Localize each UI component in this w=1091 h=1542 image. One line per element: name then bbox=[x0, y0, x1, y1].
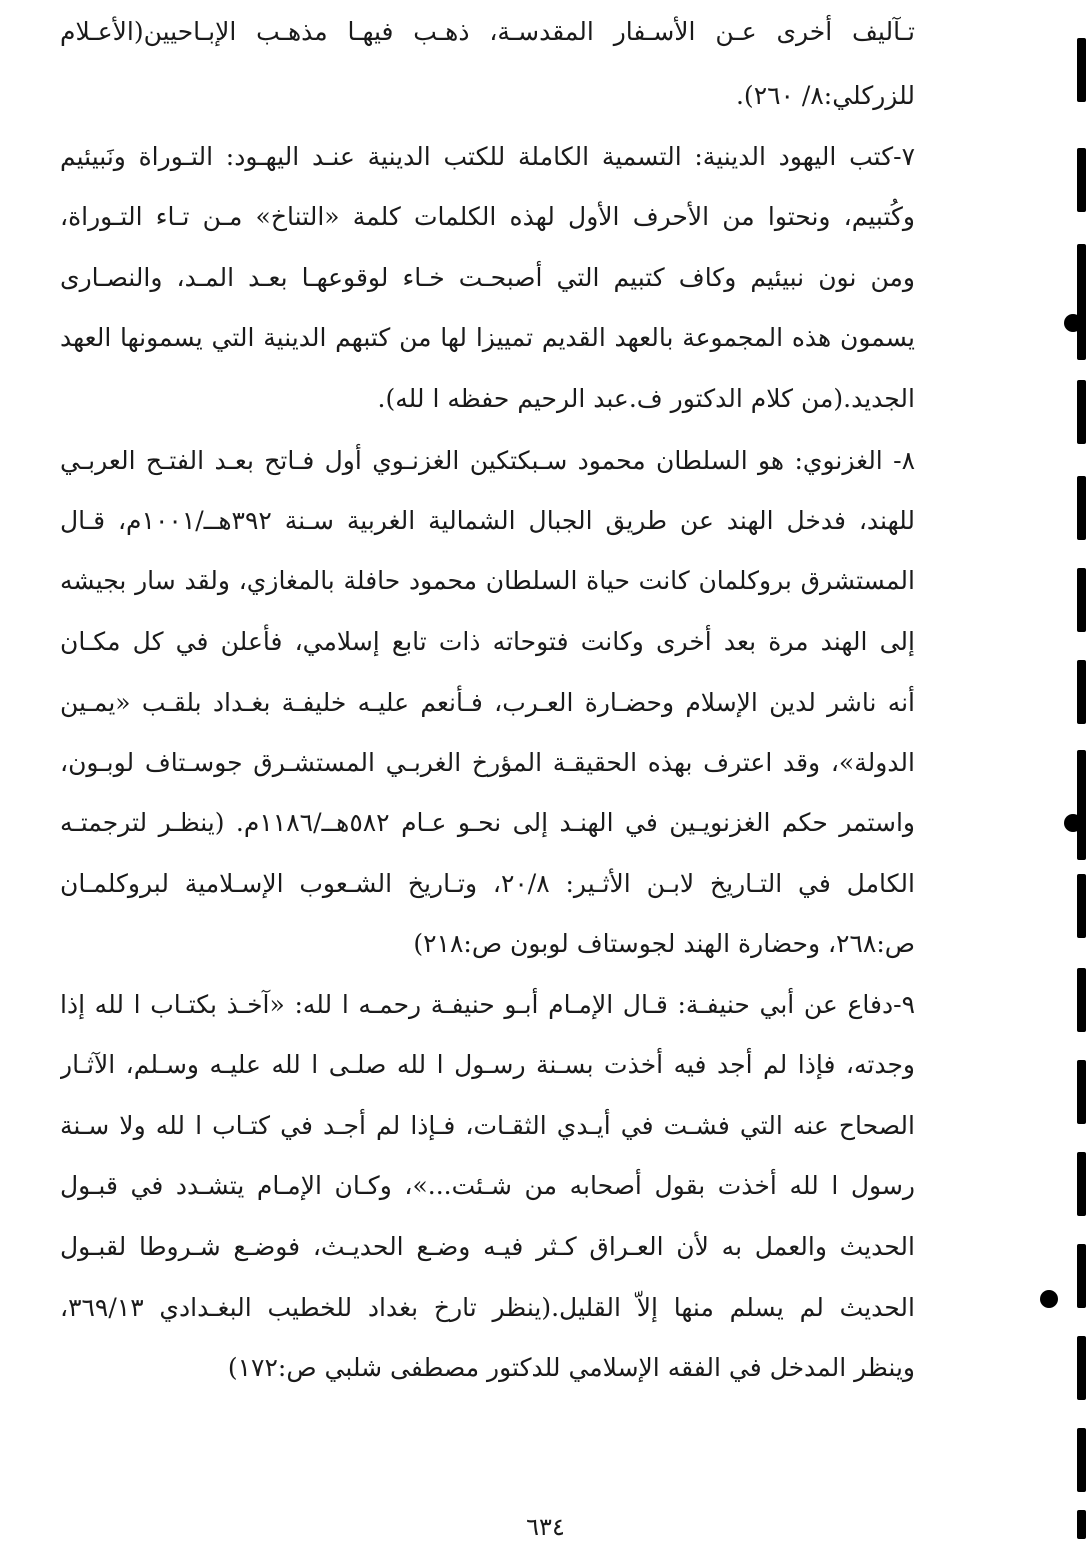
binder-mark bbox=[1077, 244, 1086, 308]
text-line: إلى الهند مرة بعد أخرى وكانت فتوحاته ذات تابع إسلامي، فأعلن في كل مكـان bbox=[60, 627, 915, 656]
binder-mark bbox=[1077, 1152, 1086, 1216]
text-line: يسمون هذه المجموعة بالعهد القديم تمييزا لها من كتبهم الدينية التي يسمونها العهد bbox=[60, 323, 915, 352]
text-line: الحديث والعمل به لأن العـراق كـثر فيـه وضـع الحديـث، فوضـع شـروطا لقبـول bbox=[60, 1232, 915, 1261]
text-line: ٩-دفاع عن أبي حنيفـة: قـال الإمـام أبـو حنيفـة رحمـه ا لله: «آخـذ بكتـاب ا لله إذا bbox=[60, 990, 915, 1019]
text-line: المستشرق بروكلمان كانت حياة السلطان محمود حافلة بالمغازي، ولقد سار بجيشه bbox=[60, 566, 915, 595]
text-line: الجديد.(من كلام الدكتور ف.عبد الرحيم حفظه ا لله). bbox=[377, 384, 915, 413]
text-line: الكامل في التـاريخ لابـن الأثـير: ٢٠/٨، وتـاريخ الشـعوب الإسـلامية لبروكلمـان bbox=[60, 869, 915, 898]
text-line: رسول ا لله أخذت بقول أصحابه من شـئت...»، وكـان الإمـام يتشـدد في قبـول bbox=[60, 1171, 915, 1200]
text-line: وينظر المدخل في الفقه الإسلامي للدكتور مصطفى شلبي ص:١٧٢) bbox=[227, 1353, 915, 1382]
binder-mark bbox=[1077, 1336, 1086, 1400]
text-line: الحديث لم يسلم منها إلاّ القليل.(ينظر تارخ بغداد للخطيب البغـدادي ٣٦٩/١٣، bbox=[60, 1293, 915, 1322]
binder-mark bbox=[1077, 380, 1086, 444]
page-number: ٦٣٤ bbox=[526, 1513, 565, 1541]
binder-hole-dot bbox=[1064, 314, 1082, 332]
binder-mark bbox=[1077, 968, 1086, 1032]
binder-mark bbox=[1077, 660, 1086, 724]
text-line: الصحاح عنه التي فشـت في أيـدي الثقـات، فـإذا لم أجـد في كتـاب ا لله ولا سـنة bbox=[60, 1111, 915, 1140]
text-line: أنه ناشر لدين الإسلام وحضـارة العـرب، فـأنعم عليـه خليفـة بغـداد بلقـب «يمـين bbox=[60, 688, 915, 717]
text-line: ومن نون نبيئيم وكاف كتبيم التي أصبحـت خـاء لوقوعهـا بعـد المـد، والنصـارى bbox=[60, 263, 915, 292]
binder-mark bbox=[1077, 1244, 1086, 1308]
text-line: واستمر حكم الغزنويـين في الهنـد إلى نحـو عـام ٥٨٢هــ/١١٨٦م. (ينظـر لترجمتـه bbox=[60, 808, 915, 837]
text-line: وكُتبيم، ونحتوا من الأحرف الأول لهذه الكلمات كلمة «التناخ» مـن تـاء التـوراة، bbox=[60, 202, 915, 231]
text-line: للزركلي:٨/ ٢٦٠). bbox=[735, 81, 915, 110]
text-line: وجدته، فإذا لم أجد فيه أخذت بسـنة رسـول ا لله صلـى ا لله عليـه وسـلم، الآثـار bbox=[60, 1050, 915, 1079]
text-line: ص:٢٦٨، وحضارة الهند لجوستاف لوبون ص:٢١٨) bbox=[413, 929, 915, 958]
binder-hole-dot bbox=[1064, 814, 1082, 832]
text-line: ٧-كتب اليهود الدينية: التسمية الكاملة للكتب الدينية عنـد اليهـود: التـوراة ونَبيئيم bbox=[60, 142, 915, 171]
binder-mark bbox=[1077, 874, 1086, 938]
text-line: ٨- الغزنوي: هو السلطان محمود سـبكتكين الغزنـوي أول فـاتح بعـد الفتـح العربـي bbox=[60, 446, 915, 475]
binder-mark bbox=[1077, 1428, 1086, 1492]
binder-hole-dot bbox=[1040, 1290, 1058, 1308]
binder-mark bbox=[1077, 148, 1086, 212]
text-line: للهند، فدخل الهند عن طريق الجبال الشمالية الغربية سـنة ٣٩٢هــ/١٠٠١م، قـال bbox=[60, 506, 915, 535]
text-line: الدولة»، وقد اعترف بهذه الحقيقـة المؤرخ الغربـي المستشـرق جوسـتاف لوبـون، bbox=[60, 748, 915, 777]
binder-mark bbox=[1077, 568, 1086, 632]
binder-mark bbox=[1077, 38, 1086, 102]
binder-mark bbox=[1077, 1060, 1086, 1124]
text-line: تـآليف أخرى عـن الأسـفار المقدسـة، ذهـب فيهـا مذهـب الإبـاحيين(الأعـلام bbox=[60, 17, 915, 46]
binder-mark bbox=[1077, 476, 1086, 540]
binder-mark bbox=[1077, 1510, 1086, 1539]
